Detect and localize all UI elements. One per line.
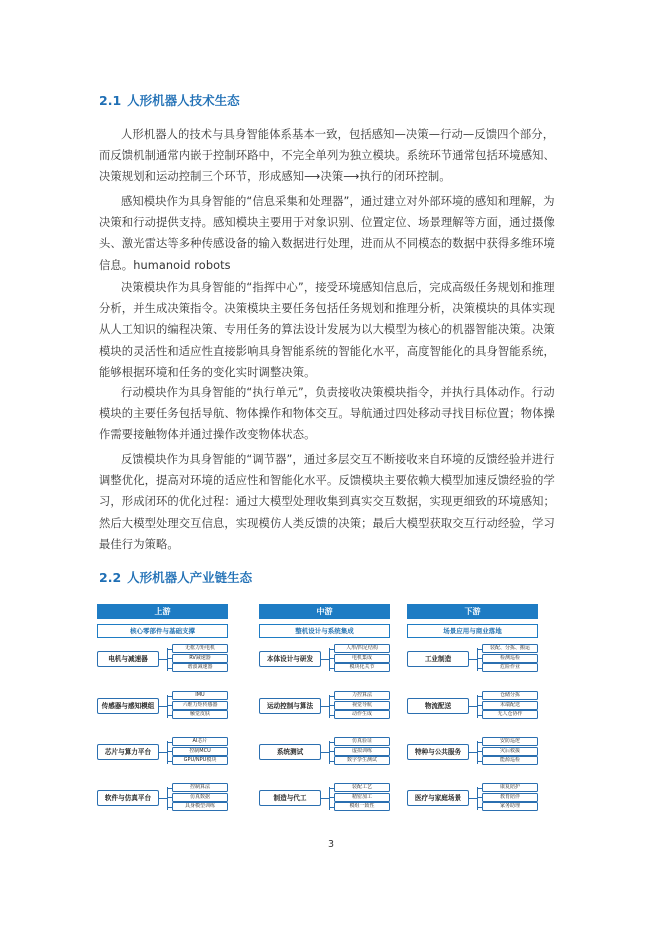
chain-sub-box: 人形/四足结构 [334,644,390,653]
chain-sub-box: IMU [172,691,228,700]
chain-sub-box: 装配、分拣、搬运 [482,644,538,653]
chain-main-box: 制造与代工 [259,790,321,806]
chain-group [259,691,390,725]
chain-column-subheader: 场景应用与商业落地 [407,624,538,638]
chain-sub-box: GPU/NPU模块 [172,756,228,765]
connector-line [469,659,477,660]
chain-group [97,783,228,817]
chain-sub-box: 模块化关节 [334,663,390,672]
chain-sub-box: 无人仓协作 [482,710,538,719]
chain-group [97,691,228,725]
chain-sub-box: 危险作业 [482,663,538,672]
chain-column [407,604,538,826]
chain-main-box: 运动控制与算法 [259,698,321,714]
chain-sub-box: 家务助理 [482,802,538,811]
connector-line [159,752,167,753]
chain-column-subheader: 核心零部件与基础支撑 [97,624,228,638]
chain-main-box: 芯片与算力平台 [97,744,159,760]
connector-line [159,706,167,707]
chain-sub-box: 电机集成 [334,654,390,663]
chain-group [407,644,538,678]
chain-column-header: 下游 [407,604,538,619]
connector-line [469,798,477,799]
chain-sub-box: 模组一致性 [334,802,390,811]
chain-sub-box: 康复陪护 [482,783,538,792]
section-number: 2.2 [99,570,122,585]
chain-sub-box: 控制算法 [172,783,228,792]
chain-sub-box: 检测巡检 [482,654,538,663]
chain-sub-box: 装配工艺 [334,783,390,792]
connector-line [469,752,477,753]
chain-column-header: 上游 [97,604,228,619]
chain-group [97,737,228,771]
chain-group [97,644,228,678]
chain-main-box: 传感器与感知模组 [97,698,159,714]
chain-main-box: 电机与减速器 [97,651,159,667]
chain-sub-box: 视觉导航 [334,701,390,710]
chain-main-box: 本体设计与研发 [259,651,321,667]
chain-column [97,604,228,826]
chain-sub-box: 控制MCU [172,747,228,756]
chain-sub-box: 谐波减速器 [172,663,228,672]
chain-sub-box: 安防巡逻 [482,737,538,746]
chain-column-subheader: 整机设计与系统集成 [259,624,390,638]
chain-sub-box: 数字孪生测试 [334,756,390,765]
chain-sub-box: 具身模型训练 [172,802,228,811]
chain-group [407,783,538,817]
section-heading-2-1 [99,91,240,109]
chain-sub-box: 灾后救援 [482,747,538,756]
connector-line [469,706,477,707]
chain-main-box: 医疗与家庭场景 [407,790,469,806]
chain-sub-box: 无框力矩电机 [172,644,228,653]
chain-sub-box: 能源巡检 [482,756,538,765]
paragraph-decision: 决策模块作为具身智能的“指挥中心”，接受环境感知信息后，完成高级任务规划和推理分析，并生成决策指令。决策模块主要任务包括任务规划和推理分析，决策模块的具体实现从人工知识的编程决策、专用任务的算法设计发展为以大模型为核心的机器智能决策。决策模块的灵活性和适应性直接影响具身智能系统的智能化水平，高度智能化的具身智能系统，能够根据环境和任务的变化实时调整决策。 [99,281,555,379]
chain-group [407,691,538,725]
connector-line [159,798,167,799]
chain-sub-box: AI芯片 [172,737,228,746]
paragraph-overview: 人形机器人的技术与具身智能体系基本一致，包括感知—决策—行动—反馈四个部分，而反馈机制通常内嵌于控制环路中，不完全单列为独立模块。系统环节通常包括环境感知、决策规划和运动控制三个环节，形成感知⟶决策⟶执行的闭环控制。 [99,128,555,184]
chain-group [259,783,390,817]
chain-sub-box: 精密加工 [334,793,390,802]
section-title: 人形机器人技术生态 [127,93,240,108]
chain-sub-box: 动作生成 [334,710,390,719]
paragraph-perception: 感知模块作为具身智能的“信息采集和处理器”，通过建立对外部环境的感知和理解，为决策和行动提供支持。感知模块主要用于对象识别、位置定位、场景理解等方面，通过摄像头、激光雷达等多种传感设备的输入数据进行处理，进而从不同模态的数据中获得多维环境信息。humanoid robots [99,195,555,272]
chain-column [259,604,390,826]
chain-main-box: 工业制造 [407,651,469,667]
chain-sub-box: 仿真数据 [172,793,228,802]
chain-group [407,737,538,771]
connector-line [321,706,329,707]
chain-sub-box: 仓储分拣 [482,691,538,700]
section-heading-2-2 [99,568,252,586]
chain-sub-box: 虚拟训练 [334,747,390,756]
chain-sub-box: 末端配送 [482,701,538,710]
chain-sub-box: 仿真验证 [334,737,390,746]
connector-line [159,659,167,660]
industry-chain-diagram [97,604,553,826]
chain-column-header: 中游 [259,604,390,619]
section-title: 人形机器人产业链生态 [127,570,253,585]
chain-group [259,644,390,678]
chain-main-box: 特种与公共服务 [407,744,469,760]
section-number: 2.1 [99,93,122,108]
connector-line [321,798,329,799]
chain-sub-box: 六维力矩传感器 [172,701,228,710]
paragraph-feedback: 反馈模块作为具身智能的“调节器”，通过多层交互不断接收来自环境的反馈经验并进行调整优化，提高对环境的适应性和智能化水平。反馈模块主要依赖大模型加速反馈经验的学习，形成闭环的优化过程：通过大模型处理收集到真实交互数据，实现更细致的环境感知；然后大模型处理交互信息，实现模仿人类反馈的决策；最后大模型获取交互行动经验，学习最佳行为策略。 [99,453,555,551]
chain-sub-box: 触觉皮肤 [172,710,228,719]
page-number: 3 [327,839,335,850]
chain-sub-box: 力控算法 [334,691,390,700]
chain-group [259,737,390,771]
chain-main-box: 物流配送 [407,698,469,714]
chain-main-box: 系统测试 [259,744,321,760]
chain-main-box: 软件与仿真平台 [97,790,159,806]
chain-sub-box: 教育陪伴 [482,793,538,802]
connector-line [321,752,329,753]
connector-line [321,659,329,660]
paragraph-action: 行动模块作为具身智能的“执行单元”，负责接收决策模块指令，并执行具体动作。行动模块的主要任务包括导航、物体操作和物体交互。导航通过四处移动寻找目标位置；物体操作需要接触物体并通过操作改变物体状态。 [99,386,555,442]
chain-sub-box: RV减速器 [172,654,228,663]
